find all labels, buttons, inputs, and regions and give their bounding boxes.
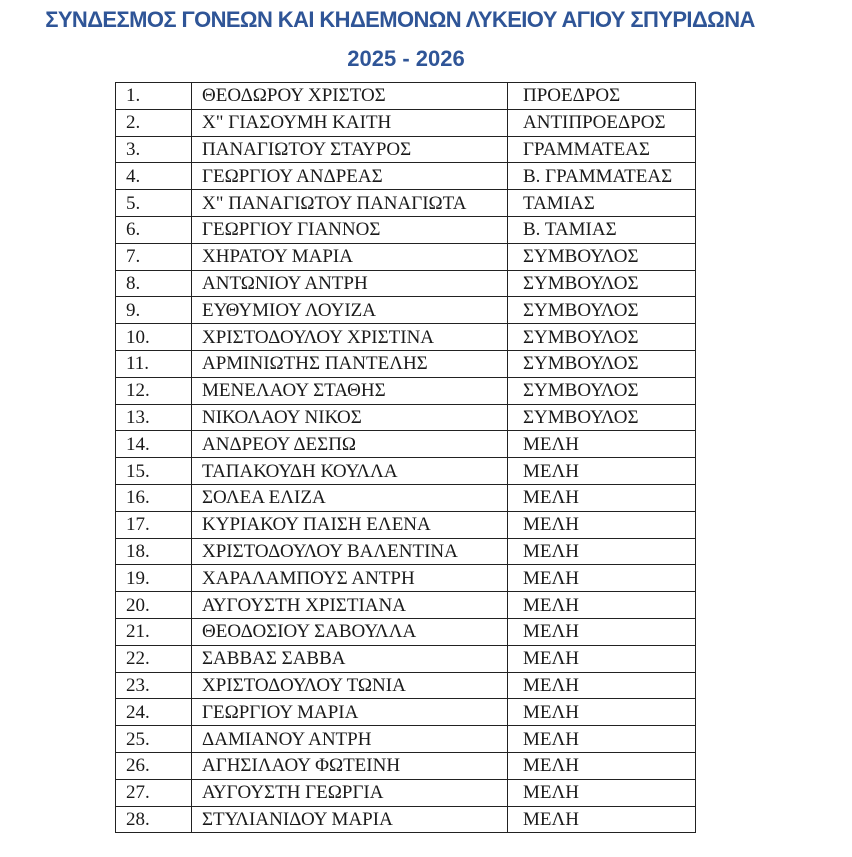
member-name: ΣΤΥΛΙΑΝΙΔΟΥ ΜΑΡΙΑ	[192, 806, 508, 833]
member-number: 10.	[116, 324, 192, 351]
member-name: ΠΑΝΑΓΙΩΤΟΥ ΣΤΑΥΡΟΣ	[192, 136, 508, 163]
document-title: ΣΥΝΔΕΣΜΟΣ ΓΟΝΕΩΝ ΚΑΙ ΚΗΔΕΜΟΝΩΝ ΛΥΚΕΙΟΥ ΑΓΙΟΥ ΣΠΥΡΙΔΩΝΑ	[45, 7, 755, 32]
member-name: ΑΡΜΙΝΙΩΤΗΣ ΠΑΝΤΕΛΗΣ	[192, 350, 508, 377]
member-number: 28.	[116, 806, 192, 833]
table-row	[116, 324, 696, 351]
table-row	[116, 806, 696, 833]
member-name: ΧΡΙΣΤΟΔΟΥΛΟΥ ΒΑΛΕΝΤΙΝΑ	[192, 538, 508, 565]
member-number: 25.	[116, 726, 192, 753]
table-row	[116, 297, 696, 324]
table-row	[116, 136, 696, 163]
table-row	[116, 431, 696, 458]
member-name: ΑΥΓΟΥΣΤΗ ΧΡΙΣΤΙΑΝΑ	[192, 592, 508, 619]
table-row	[116, 699, 696, 726]
member-role: ΜΕΛΗ	[508, 511, 696, 538]
member-name: Χ" ΠΑΝΑΓΙΩΤΟΥ ΠΑΝΑΓΙΩΤΑ	[192, 190, 508, 217]
member-role: ΜΕΛΗ	[508, 645, 696, 672]
table-row	[116, 592, 696, 619]
members-table-body	[116, 83, 696, 833]
member-number: 12.	[116, 377, 192, 404]
member-role: ΜΕΛΗ	[508, 806, 696, 833]
table-row	[116, 484, 696, 511]
member-number: 8.	[116, 270, 192, 297]
member-role: ΣΥΜΒΟΥΛΟΣ	[508, 350, 696, 377]
table-row	[116, 83, 696, 110]
member-role: ΜΕΛΗ	[508, 672, 696, 699]
table-row	[116, 672, 696, 699]
table-row	[116, 565, 696, 592]
member-name: ΓΕΩΡΓΙΟΥ ΑΝΔΡΕΑΣ	[192, 163, 508, 190]
table-row	[116, 458, 696, 485]
member-role: ΣΥΜΒΟΥΛΟΣ	[508, 243, 696, 270]
member-number: 15.	[116, 458, 192, 485]
member-role: ΜΕΛΗ	[508, 752, 696, 779]
table-row	[116, 752, 696, 779]
table-row	[116, 109, 696, 136]
member-name: Χ" ΓΙΑΣΟΥΜΗ ΚΑΙΤΗ	[192, 109, 508, 136]
member-role: ΜΕΛΗ	[508, 538, 696, 565]
member-number: 19.	[116, 565, 192, 592]
member-number: 7.	[116, 243, 192, 270]
member-role: Β. ΓΡΑΜΜΑΤΕΑΣ	[508, 163, 696, 190]
member-name: ΔΑΜΙΑΝΟΥ ΑΝΤΡΗ	[192, 726, 508, 753]
member-number: 20.	[116, 592, 192, 619]
member-role: ΜΕΛΗ	[508, 431, 696, 458]
member-name: ΧΑΡΑΛΑΜΠΟΥΣ ΑΝΤΡΗ	[192, 565, 508, 592]
table-row	[116, 538, 696, 565]
member-name: ΣΑΒΒΑΣ ΣΑΒΒΑ	[192, 645, 508, 672]
member-name: ΚΥΡΙΑΚΟΥ ΠΑΙΣΗ ΕΛΕΝΑ	[192, 511, 508, 538]
member-role: ΣΥΜΒΟΥΛΟΣ	[508, 270, 696, 297]
member-role: ΣΥΜΒΟΥΛΟΣ	[508, 297, 696, 324]
member-number: 2.	[116, 109, 192, 136]
member-role: ΜΕΛΗ	[508, 484, 696, 511]
member-role: ΠΡΟΕΔΡΟΣ	[508, 83, 696, 110]
member-number: 16.	[116, 484, 192, 511]
table-row	[116, 726, 696, 753]
member-name: ΓΕΩΡΓΙΟΥ ΜΑΡΙΑ	[192, 699, 508, 726]
table-row	[116, 404, 696, 431]
member-name: ΑΓΗΣΙΛΑΟΥ ΦΩΤΕΙΝΗ	[192, 752, 508, 779]
member-number: 5.	[116, 190, 192, 217]
member-name: ΘΕΟΔΩΡΟΥ ΧΡΙΣΤΟΣ	[192, 83, 508, 110]
table-row	[116, 243, 696, 270]
member-role: ΓΡΑΜΜΑΤΕΑΣ	[508, 136, 696, 163]
member-role: ΤΑΜΙΑΣ	[508, 190, 696, 217]
school-year: 2025 - 2026	[347, 46, 465, 71]
table-row	[116, 216, 696, 243]
member-name: ΣΟΛΕΑ ΕΛΙΖΑ	[192, 484, 508, 511]
member-number: 18.	[116, 538, 192, 565]
member-name: ΓΕΩΡΓΙΟΥ ΓΙΑΝΝΟΣ	[192, 216, 508, 243]
member-number: 26.	[116, 752, 192, 779]
member-number: 24.	[116, 699, 192, 726]
table-row	[116, 779, 696, 806]
member-role: ΜΕΛΗ	[508, 699, 696, 726]
member-role: ΜΕΛΗ	[508, 618, 696, 645]
member-role: Β. ΤΑΜΙΑΣ	[508, 216, 696, 243]
member-role: ΜΕΛΗ	[508, 592, 696, 619]
member-role: ΜΕΛΗ	[508, 565, 696, 592]
table-row	[116, 511, 696, 538]
member-number: 23.	[116, 672, 192, 699]
member-number: 17.	[116, 511, 192, 538]
member-number: 22.	[116, 645, 192, 672]
member-number: 9.	[116, 297, 192, 324]
member-role: ΜΕΛΗ	[508, 779, 696, 806]
member-name: ΤΑΠΑΚΟΥΔΗ ΚΟΥΛΛΑ	[192, 458, 508, 485]
member-number: 21.	[116, 618, 192, 645]
member-number: 13.	[116, 404, 192, 431]
table-row	[116, 618, 696, 645]
member-name: ΑΝΤΩΝΙΟΥ ΑΝΤΡΗ	[192, 270, 508, 297]
member-name: ΧΡΙΣΤΟΔΟΥΛΟΥ ΤΩΝΙΑ	[192, 672, 508, 699]
table-row	[116, 377, 696, 404]
member-number: 27.	[116, 779, 192, 806]
member-number: 4.	[116, 163, 192, 190]
member-name: ΑΝΔΡΕΟΥ ΔΕΣΠΩ	[192, 431, 508, 458]
member-name: ΜΕΝΕΛΑΟΥ ΣΤΑΘΗΣ	[192, 377, 508, 404]
member-role: ΜΕΛΗ	[508, 458, 696, 485]
member-number: 1.	[116, 83, 192, 110]
member-name: ΧΡΙΣΤΟΔΟΥΛΟΥ ΧΡΙΣΤΙΝΑ	[192, 324, 508, 351]
member-number: 11.	[116, 350, 192, 377]
member-role: ΣΥΜΒΟΥΛΟΣ	[508, 404, 696, 431]
member-role: ΑΝΤΙΠΡΟΕΔΡΟΣ	[508, 109, 696, 136]
table-row	[116, 163, 696, 190]
member-name: ΕΥΘΥΜΙΟΥ ΛΟΥΙΖΑ	[192, 297, 508, 324]
table-row	[116, 190, 696, 217]
member-name: ΑΥΓΟΥΣΤΗ ΓΕΩΡΓΙΑ	[192, 779, 508, 806]
member-name: ΘΕΟΔΟΣΙΟΥ ΣΑΒΟΥΛΛΑ	[192, 618, 508, 645]
member-name: ΝΙΚΟΛΑΟΥ ΝΙΚΟΣ	[192, 404, 508, 431]
member-name: ΧΗΡΑΤΟΥ ΜΑΡΙΑ	[192, 243, 508, 270]
table-row	[116, 645, 696, 672]
table-row	[116, 270, 696, 297]
member-number: 3.	[116, 136, 192, 163]
table-row	[116, 350, 696, 377]
member-role: ΜΕΛΗ	[508, 726, 696, 753]
member-role: ΣΥΜΒΟΥΛΟΣ	[508, 324, 696, 351]
member-number: 6.	[116, 216, 192, 243]
member-role: ΣΥΜΒΟΥΛΟΣ	[508, 377, 696, 404]
members-table	[115, 82, 696, 833]
member-number: 14.	[116, 431, 192, 458]
